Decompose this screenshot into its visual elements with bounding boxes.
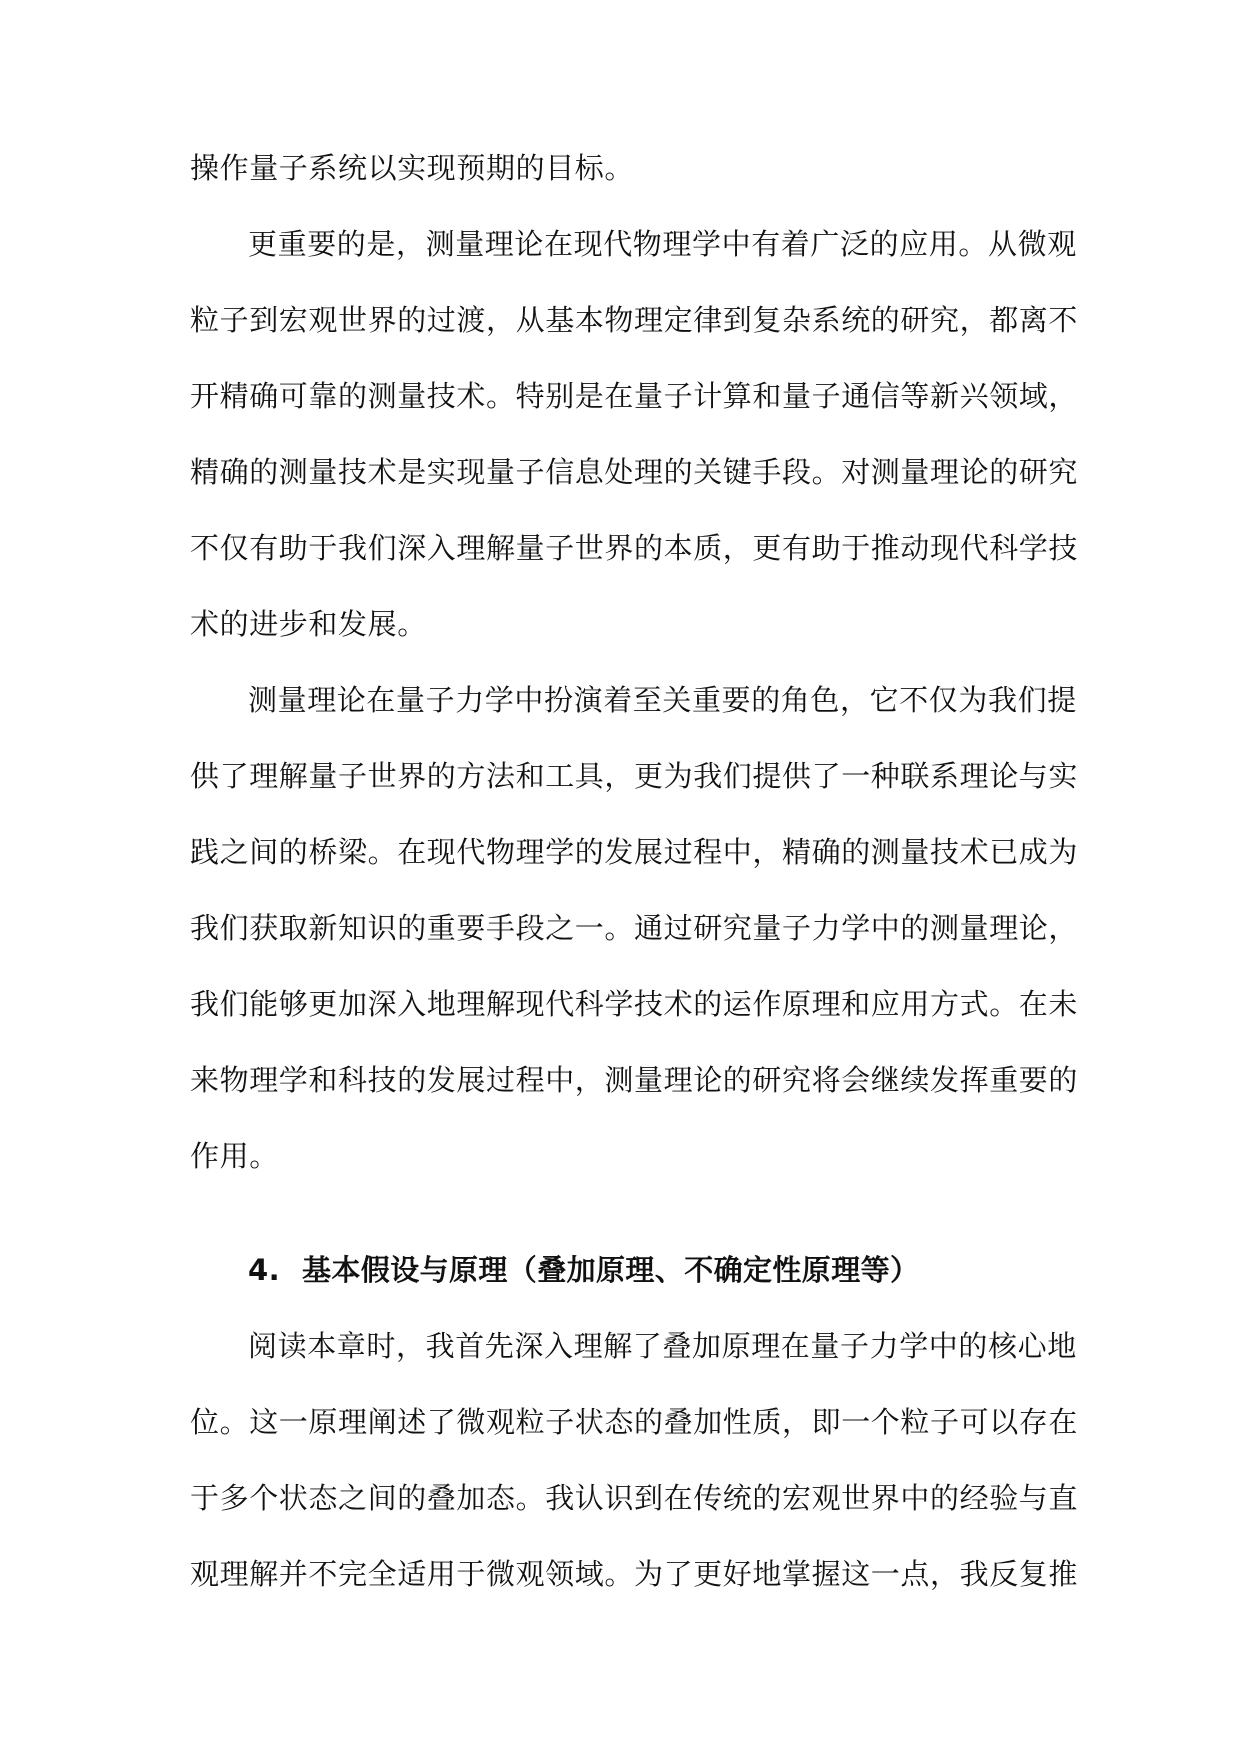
section-spacer xyxy=(190,1194,1050,1232)
text-line: 观理解并不完全适用于微观领域。为了更好地掌握这一点，我反复推 xyxy=(190,1557,1079,1591)
text-line: 测量理论在量子力学中扮演着至关重要的角色，它不仅为我们提 xyxy=(248,683,1077,717)
section-number: 4. xyxy=(248,1253,280,1287)
paragraph-continuation: 操作量子系统以实现预期的目标。 xyxy=(190,151,635,185)
document-body xyxy=(190,130,1079,1612)
paragraph-measurement-applications xyxy=(190,206,1079,662)
section-heading xyxy=(190,1232,1050,1308)
text-line: 粒子到宏观世界的过渡，从基本物理定律到复杂系统的研究，都离不 xyxy=(190,303,1079,337)
text-line: 我们获取新知识的重要手段之一。通过研究量子力学中的测量理论， xyxy=(190,911,1079,945)
text-line: 位。这一原理阐述了微观粒子状态的叠加性质，即一个粒子可以存在 xyxy=(190,1405,1079,1439)
text-line: 开精确可靠的测量技术。特别是在量子计算和量子通信等新兴领域， xyxy=(190,379,1079,413)
text-line: 更重要的是，测量理论在现代物理学中有着广泛的应用。从微观 xyxy=(248,227,1077,261)
text-line: 精确的测量技术是实现量子信息处理的关键手段。对测量理论的研究 xyxy=(190,455,1079,489)
text-line: 作用。 xyxy=(190,1139,279,1173)
text-line: 践之间的桥梁。在现代物理学的发展过程中，精确的测量技术已成为 xyxy=(190,835,1079,869)
text-line: 我们能够更加深入地理解现代科学技术的运作原理和应用方式。在未 xyxy=(190,987,1079,1021)
text-line: 来物理学和科技的发展过程中，测量理论的研究将会继续发挥重要的 xyxy=(190,1063,1079,1097)
text-line: 不仅有助于我们深入理解量子世界的本质，更有助于推动现代科学技 xyxy=(190,531,1079,565)
text-line: 供了理解量子世界的方法和工具，更为我们提供了一种联系理论与实 xyxy=(190,759,1079,793)
section-title: 基本假设与原理（叠加原理、不确定性原理等） xyxy=(302,1253,920,1287)
text-line: 阅读本章时，我首先深入理解了叠加原理在量子力学中的核心地 xyxy=(248,1329,1077,1363)
paragraph-measurement-role xyxy=(190,662,1079,1194)
text-line: 于多个状态之间的叠加态。我认识到在传统的宏观世界中的经验与直 xyxy=(190,1481,1079,1515)
text-line: 术的进步和发展。 xyxy=(190,607,427,641)
paragraph-superposition xyxy=(190,1308,1079,1612)
